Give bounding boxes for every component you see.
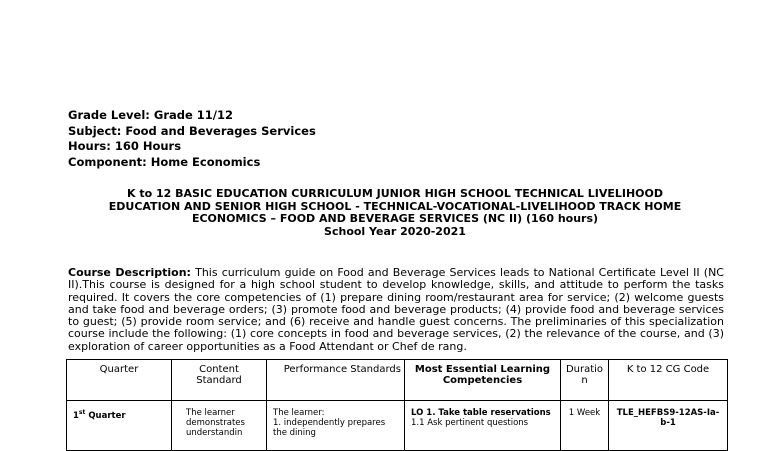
- course-info: [68, 108, 316, 170]
- subject: Subject: Food and Beverages Services: [68, 123, 316, 138]
- header-cg-code: K to 12 CG Code: [609, 360, 728, 401]
- table-header-row: [67, 360, 728, 401]
- title-line-1: K to 12 BASIC EDUCATION CURRICULUM JUNIOR HIGH SCHOOL TECHNICAL LIVELIHOOD: [127, 187, 663, 200]
- cell-content-standard: The learner demonstrates understandin: [172, 401, 267, 451]
- header-performance-standards: Performance Standards: [267, 360, 405, 401]
- cell-performance-standards: The learner: 1. independently prepares the dining: [267, 401, 405, 451]
- course-description-text: This curriculum guide on Food and Beverage Services leads to National Certificate Level II (NC II).This course is designed for a high school student to develop knowledge, skills, and attitude to perform the tasks required. It covers the core competencies of (1) prepare dining room/restaurant area for service; (2) welcome guests and take food and beverage orders; (3) promote food and beverage products; (4) provide food and beverage services to guest; (5) provide room service; and (6) receive and handle guest concerns. The preliminaries of this specialization course include the following: (1) core concepts in food and beverage services, (2) the relevance of the course, and (3) exploration of career opportunities as a Food Attendant or Chef de rang.: [68, 266, 724, 353]
- document-title: [68, 188, 722, 238]
- header-melc: Most Essential Learning Competencies: [405, 360, 561, 401]
- hours: Hours: 160 Hours: [68, 139, 182, 153]
- course-description-label: Course Description:: [68, 266, 191, 279]
- cell-duration: 1 Week: [561, 401, 609, 451]
- cell-cg-code: TLE_HEFBS9-12AS-Ia-b-1: [609, 401, 728, 451]
- header-content-standard: Content Standard: [172, 360, 267, 401]
- school-year: School Year 2020-2021: [324, 224, 466, 238]
- header-duration: Duration: [561, 360, 609, 401]
- title-line-3: ECONOMICS – FOOD AND BEVERAGE SERVICES (NC II) (160 hours): [191, 212, 599, 225]
- title-line-2: EDUCATION AND SENIOR HIGH SCHOOL - TECHNICAL-VOCATIONAL-LIVELIHOOD TRACK HOME: [108, 199, 682, 213]
- header-quarter: Quarter: [67, 360, 172, 401]
- component: Component: Home Economics: [68, 154, 261, 169]
- course-description: [68, 267, 724, 353]
- grade-level: Grade Level: Grade 11/12: [68, 108, 233, 122]
- cell-melc: LO 1. Take table reservations 1.1 Ask pertinent questions: [405, 401, 561, 451]
- cell-quarter: 1st Quarter: [67, 401, 172, 451]
- curriculum-table: [66, 359, 728, 451]
- table-row: [67, 401, 728, 451]
